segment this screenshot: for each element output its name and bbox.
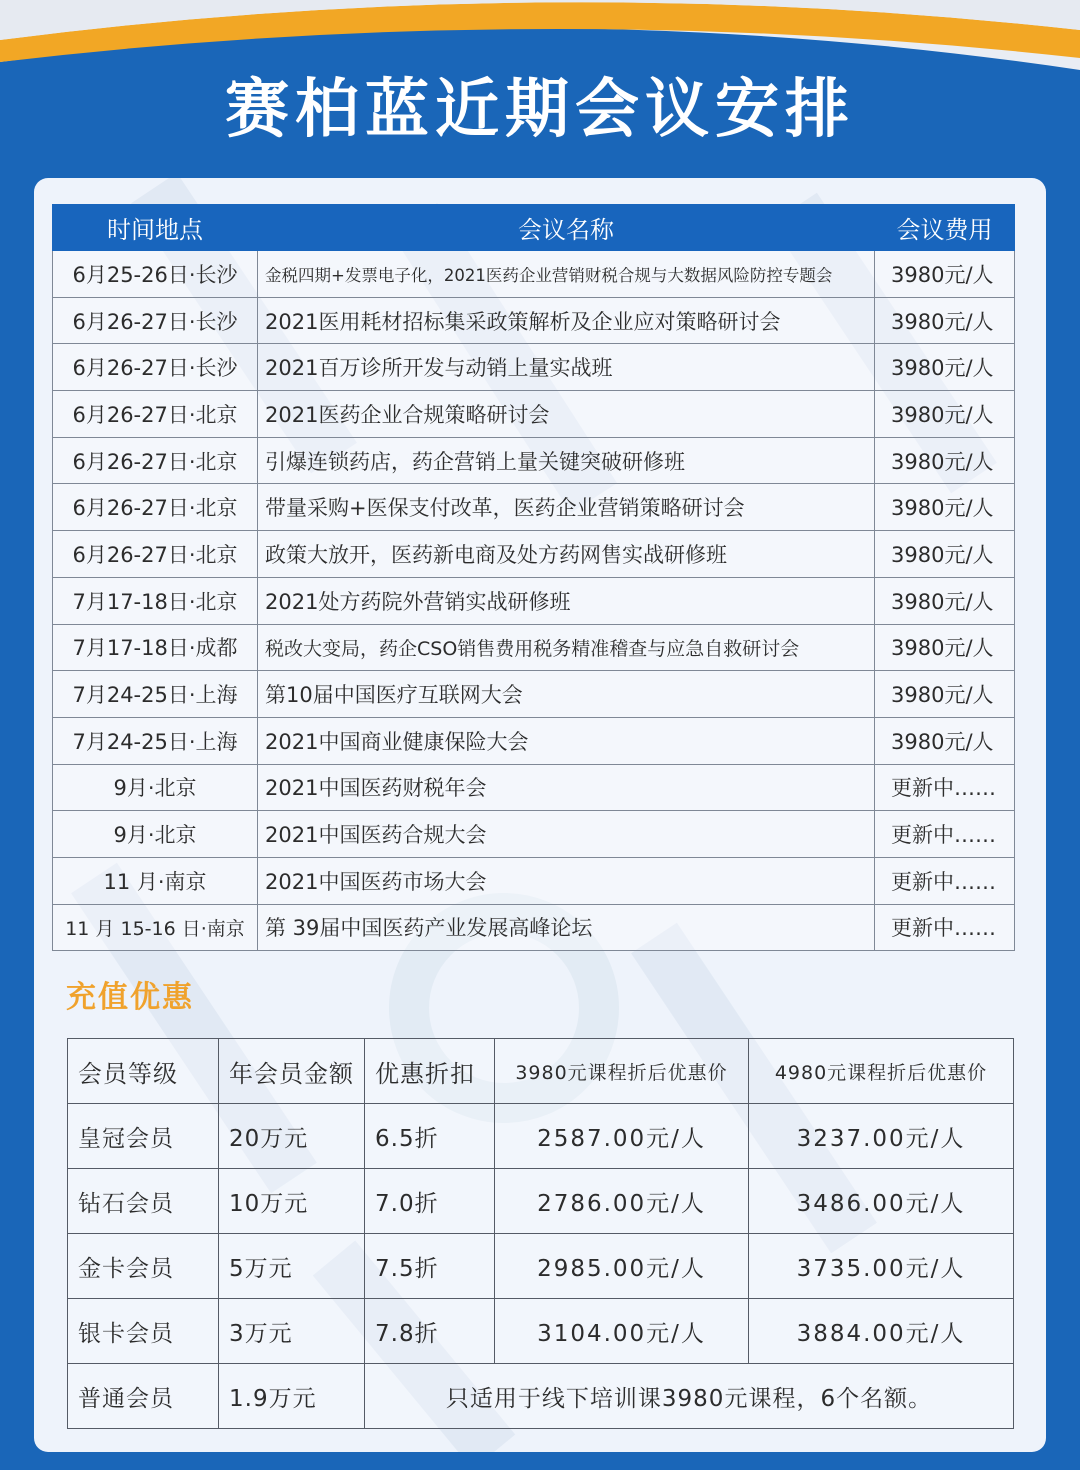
meeting-fee: 更新中…… <box>875 904 1015 951</box>
schedule-header-row <box>53 205 1015 251</box>
price-4980: 3735.00元/人 <box>749 1234 1014 1299</box>
member-amount: 10万元 <box>219 1169 365 1234</box>
top-decorative-band <box>0 0 1080 80</box>
price-3980: 2587.00元/人 <box>495 1104 749 1169</box>
meeting-fee: 3980元/人 <box>875 391 1015 438</box>
meeting-name: 2021中国医药合规大会 <box>258 811 875 858</box>
table-row <box>68 1364 1014 1429</box>
member-discount: 6.5折 <box>365 1104 495 1169</box>
price-4980: 3486.00元/人 <box>749 1169 1014 1234</box>
meeting-time: 9月·北京 <box>53 764 258 811</box>
member-level: 银卡会员 <box>68 1299 219 1364</box>
meeting-time: 6月26-27日·长沙 <box>53 297 258 344</box>
meeting-time: 7月17-18日·成都 <box>53 624 258 671</box>
meeting-fee: 3980元/人 <box>875 251 1015 298</box>
meeting-name: 引爆连锁药店，药企营销上量关键突破研修班 <box>258 437 875 484</box>
membership-discount-table <box>67 1038 1014 1429</box>
table-row <box>53 297 1015 344</box>
meeting-time: 6月26-27日·长沙 <box>53 344 258 391</box>
meeting-time: 6月25-26日·长沙 <box>53 251 258 298</box>
meeting-name: 政策大放开，医药新电商及处方药网售实战研修班 <box>258 531 875 578</box>
meeting-time: 7月24-25日·上海 <box>53 671 258 718</box>
meeting-fee: 更新中…… <box>875 811 1015 858</box>
price-3980: 2786.00元/人 <box>495 1169 749 1234</box>
meeting-time: 9月·北京 <box>53 811 258 858</box>
meeting-time: 7月17-18日·北京 <box>53 577 258 624</box>
meeting-schedule-table <box>52 204 1015 951</box>
table-row <box>53 811 1015 858</box>
table-row <box>68 1234 1014 1299</box>
member-level: 皇冠会员 <box>68 1104 219 1169</box>
table-row <box>68 1169 1014 1234</box>
table-row <box>53 531 1015 578</box>
meeting-name: 2021处方药院外营销实战研修班 <box>258 577 875 624</box>
membership-header-row <box>68 1039 1014 1104</box>
meeting-fee: 3980元/人 <box>875 624 1015 671</box>
table-row <box>68 1104 1014 1169</box>
price-4980: 3237.00元/人 <box>749 1104 1014 1169</box>
table-row <box>53 344 1015 391</box>
table-row <box>53 484 1015 531</box>
table-row <box>53 764 1015 811</box>
header-discount: 优惠折扣 <box>365 1039 495 1104</box>
meeting-time: 6月26-27日·北京 <box>53 531 258 578</box>
table-row <box>68 1299 1014 1364</box>
meeting-name: 第10届中国医疗互联网大会 <box>258 671 875 718</box>
price-4980: 3884.00元/人 <box>749 1299 1014 1364</box>
header-member-level: 会员等级 <box>68 1039 219 1104</box>
header-meeting-fee: 会议费用 <box>875 205 1015 251</box>
meeting-fee: 3980元/人 <box>875 344 1015 391</box>
page-title: 赛柏蓝近期会议安排 <box>225 73 855 147</box>
meeting-fee: 更新中…… <box>875 857 1015 904</box>
meeting-time: 11 月·南京 <box>53 857 258 904</box>
meeting-name: 金税四期+发票电子化，2021医药企业营销财税合规与大数据风险防控专题会 <box>258 251 875 298</box>
table-row <box>53 904 1015 951</box>
meeting-fee: 3980元/人 <box>875 577 1015 624</box>
meeting-fee: 3980元/人 <box>875 717 1015 764</box>
header-meeting-name: 会议名称 <box>258 205 875 251</box>
meeting-time: 6月26-27日·北京 <box>53 437 258 484</box>
recharge-section-title: 充值优惠 <box>66 980 194 1015</box>
member-amount: 3万元 <box>219 1299 365 1364</box>
header-price-4980: 4980元课程折后优惠价 <box>749 1039 1014 1104</box>
meeting-name: 2021百万诊所开发与动销上量实战班 <box>258 344 875 391</box>
member-discount: 7.5折 <box>365 1234 495 1299</box>
meeting-time: 6月26-27日·北京 <box>53 391 258 438</box>
meeting-fee: 3980元/人 <box>875 531 1015 578</box>
member-discount: 7.0折 <box>365 1169 495 1234</box>
member-discount: 7.8折 <box>365 1299 495 1364</box>
header-annual-amount: 年会员金额 <box>219 1039 365 1104</box>
header-price-3980: 3980元课程折后优惠价 <box>495 1039 749 1104</box>
member-amount: 20万元 <box>219 1104 365 1169</box>
meeting-fee: 3980元/人 <box>875 484 1015 531</box>
member-amount: 5万元 <box>219 1234 365 1299</box>
header-time-location: 时间地点 <box>53 205 258 251</box>
member-level: 金卡会员 <box>68 1234 219 1299</box>
member-level: 普通会员 <box>68 1364 219 1429</box>
member-level: 钻石会员 <box>68 1169 219 1234</box>
meeting-name: 2021中国医药市场大会 <box>258 857 875 904</box>
meeting-time: 6月26-27日·北京 <box>53 484 258 531</box>
meeting-fee: 3980元/人 <box>875 671 1015 718</box>
table-row <box>53 624 1015 671</box>
top-band-graphic <box>0 0 1080 80</box>
meeting-name: 第 39届中国医药产业发展高峰论坛 <box>258 904 875 951</box>
meeting-fee: 3980元/人 <box>875 297 1015 344</box>
meeting-name: 2021中国商业健康保险大会 <box>258 717 875 764</box>
meeting-name: 带量采购+医保支付改革，医药企业营销策略研讨会 <box>258 484 875 531</box>
meeting-fee: 3980元/人 <box>875 437 1015 484</box>
meeting-name: 2021医药企业合规策略研讨会 <box>258 391 875 438</box>
table-row <box>53 437 1015 484</box>
meeting-name: 税改大变局，药企CSO销售费用税务精准稽查与应急自救研讨会 <box>258 624 875 671</box>
meeting-name: 2021中国医药财税年会 <box>258 764 875 811</box>
table-row <box>53 717 1015 764</box>
table-row <box>53 671 1015 718</box>
table-row <box>53 391 1015 438</box>
basic-member-note: 只适用于线下培训课3980元课程，6个名额。 <box>365 1364 1014 1429</box>
member-amount: 1.9万元 <box>219 1364 365 1429</box>
table-row <box>53 857 1015 904</box>
meeting-name: 2021医用耗材招标集采政策解析及企业应对策略研讨会 <box>258 297 875 344</box>
table-row <box>53 251 1015 298</box>
meeting-time: 11 月 15-16 日·南京 <box>53 904 258 951</box>
meeting-time: 7月24-25日·上海 <box>53 717 258 764</box>
price-3980: 3104.00元/人 <box>495 1299 749 1364</box>
table-row <box>53 577 1015 624</box>
meeting-fee: 更新中…… <box>875 764 1015 811</box>
price-3980: 2985.00元/人 <box>495 1234 749 1299</box>
